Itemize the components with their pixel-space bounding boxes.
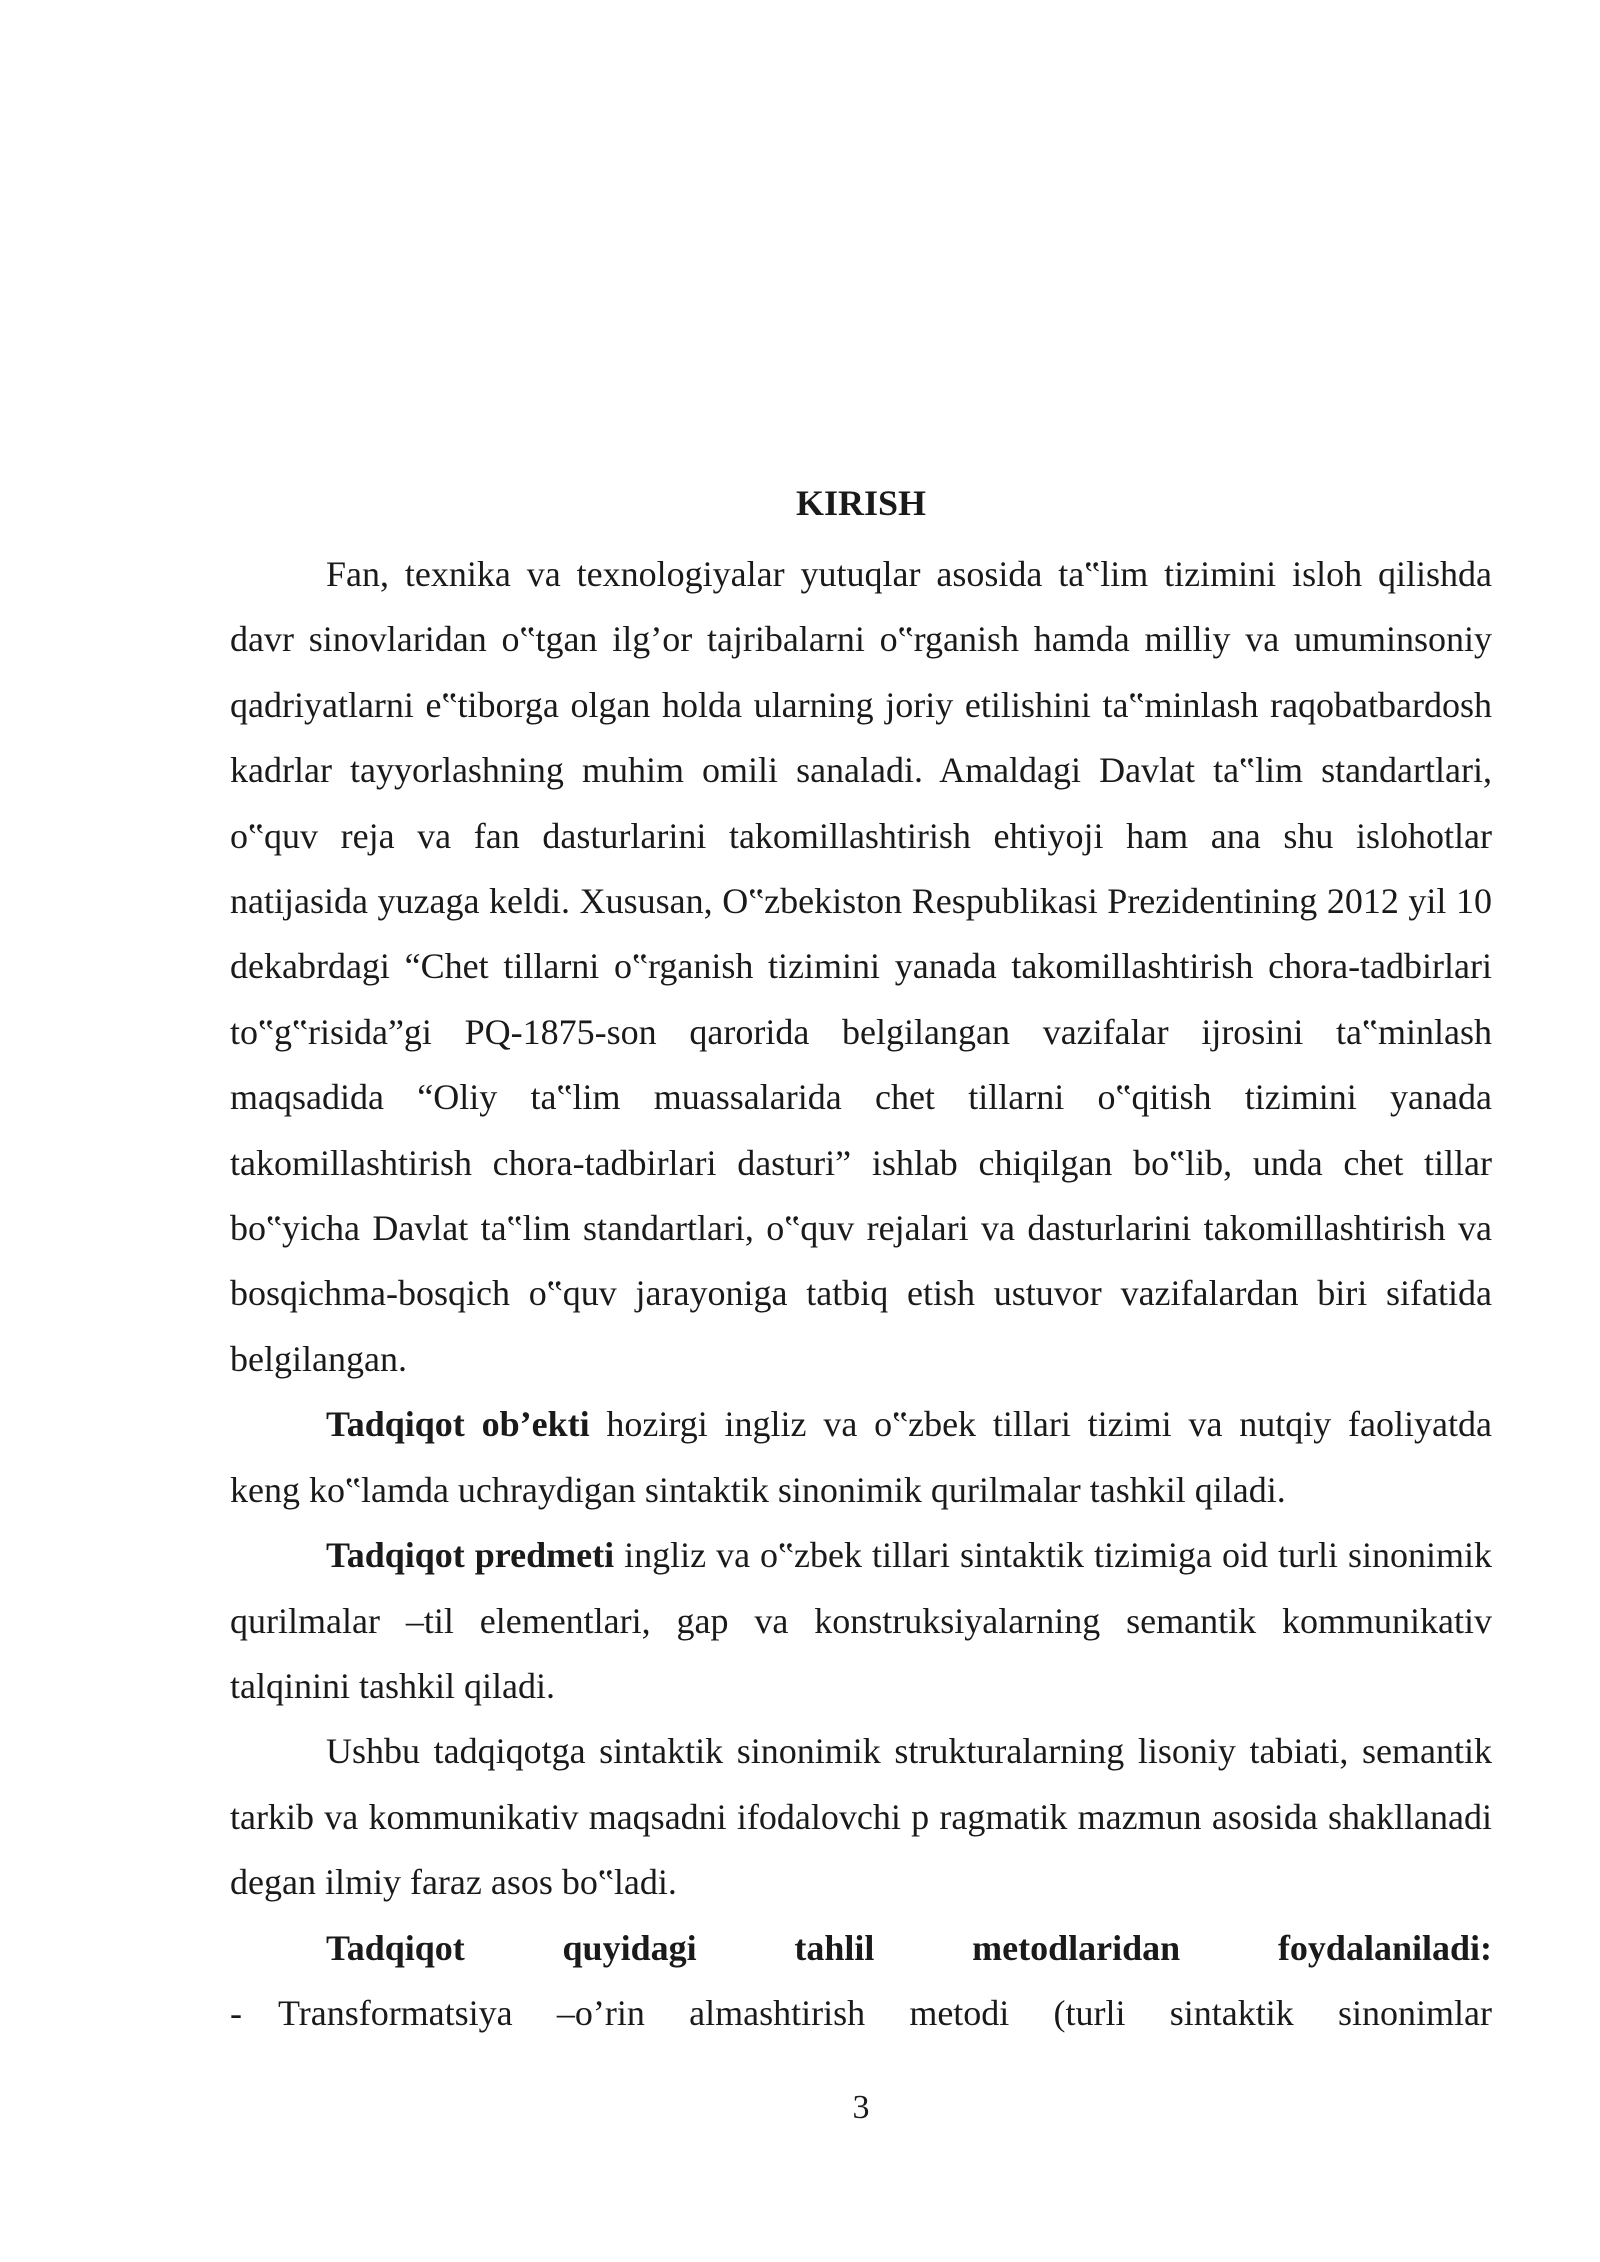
intro-paragraph: Fan, texnika va texnologiyalar yutuqlar asosida ta‟lim tizimini isloh qilishda davr sinovlaridan o‟tgan ilg’or tajribalarni o‟rganish hamda milliy va umuminsoniy qadriyatlarni e‟tiborga olgan holda ularning joriy etilishini ta‟minlash raqobatbardosh kadrlar tayyorlashning muhim omili sanaladi. Amaldagi Davlat ta‟lim standartlari, o‟quv reja va fan dasturlarini takomillashtirish ehtiyoji ham ana shu islohotlar natijasida yuzaga keldi. Xususan, O‟zbekiston Respublikasi Prezidentining 2012 yil 10 dekabrdagi “Chet tillarni o‟rganish tizimini yanada takomillashtirish chora-tadbirlari to‟g‟risida”gi PQ-1875-son qarorida belgilangan vazifalar ijrosini ta‟minlash maqsadida “Oliy ta‟lim muassalarida chet tillarni o‟qitish tizimini yanada takomillashtirish chora-tadbirlari dasturi” ishlab chiqilgan bo‟lib, unda chet tillar bo‟yicha Davlat ta‟lim standartlari, o‟quv rejalari va dasturlarini takomillashtirish va bosqichma-bosqich o‟quv jarayoniga tatbiq etish ustuvor vazifalardan biri sifatida belgilangan. xyxy=(230,554,1492,1379)
research-object-paragraph xyxy=(230,1392,1492,1523)
document-page xyxy=(230,478,1492,2046)
hypothesis-paragraph: Ushbu tadqiqotga sintaktik sinonimik strukturalarning lisoniy tabiati, semantik tarkib va kommunikativ maqsadni ifodalovchi p ragmatik mazmun asosida shakllanadi degan ilmiy faraz asos bo‟ladi. xyxy=(230,1731,1492,1903)
methods-heading: Tadqiqot quyidagi tahlil metodlaridan foydalaniladi: xyxy=(326,1927,1492,1968)
research-subject-text: ingliz va o‟zbek tillari sintaktik tizimiga oid turli sinonimik qurilmalar –til elementlari, gap va konstruksiyalarning semantik kommunikativ talqinini tashkil qiladi. xyxy=(230,1535,1492,1706)
research-subject-label: Tadqiqot predmeti xyxy=(326,1535,615,1576)
research-object-label: Tadqiqot ob’ekti xyxy=(326,1404,590,1445)
page-number: 3 xyxy=(852,2089,870,2126)
list-item xyxy=(230,1981,1492,2046)
list-item-text: Transformatsiya –o’rin almashtirish metodi (turli sintaktik sinonimlar xyxy=(278,1992,1492,2033)
research-subject-paragraph xyxy=(230,1523,1492,1719)
page-title: KIRISH xyxy=(795,483,927,523)
research-object-text: hozirgi ingliz va o‟zbek tillari tizimi va nutqiy faoliyatda keng ko‟lamda uchraydigan sintaktik sinonimik qurilmalar tashkil qiladi. xyxy=(230,1404,1492,1510)
list-dash: - xyxy=(230,1992,242,2033)
